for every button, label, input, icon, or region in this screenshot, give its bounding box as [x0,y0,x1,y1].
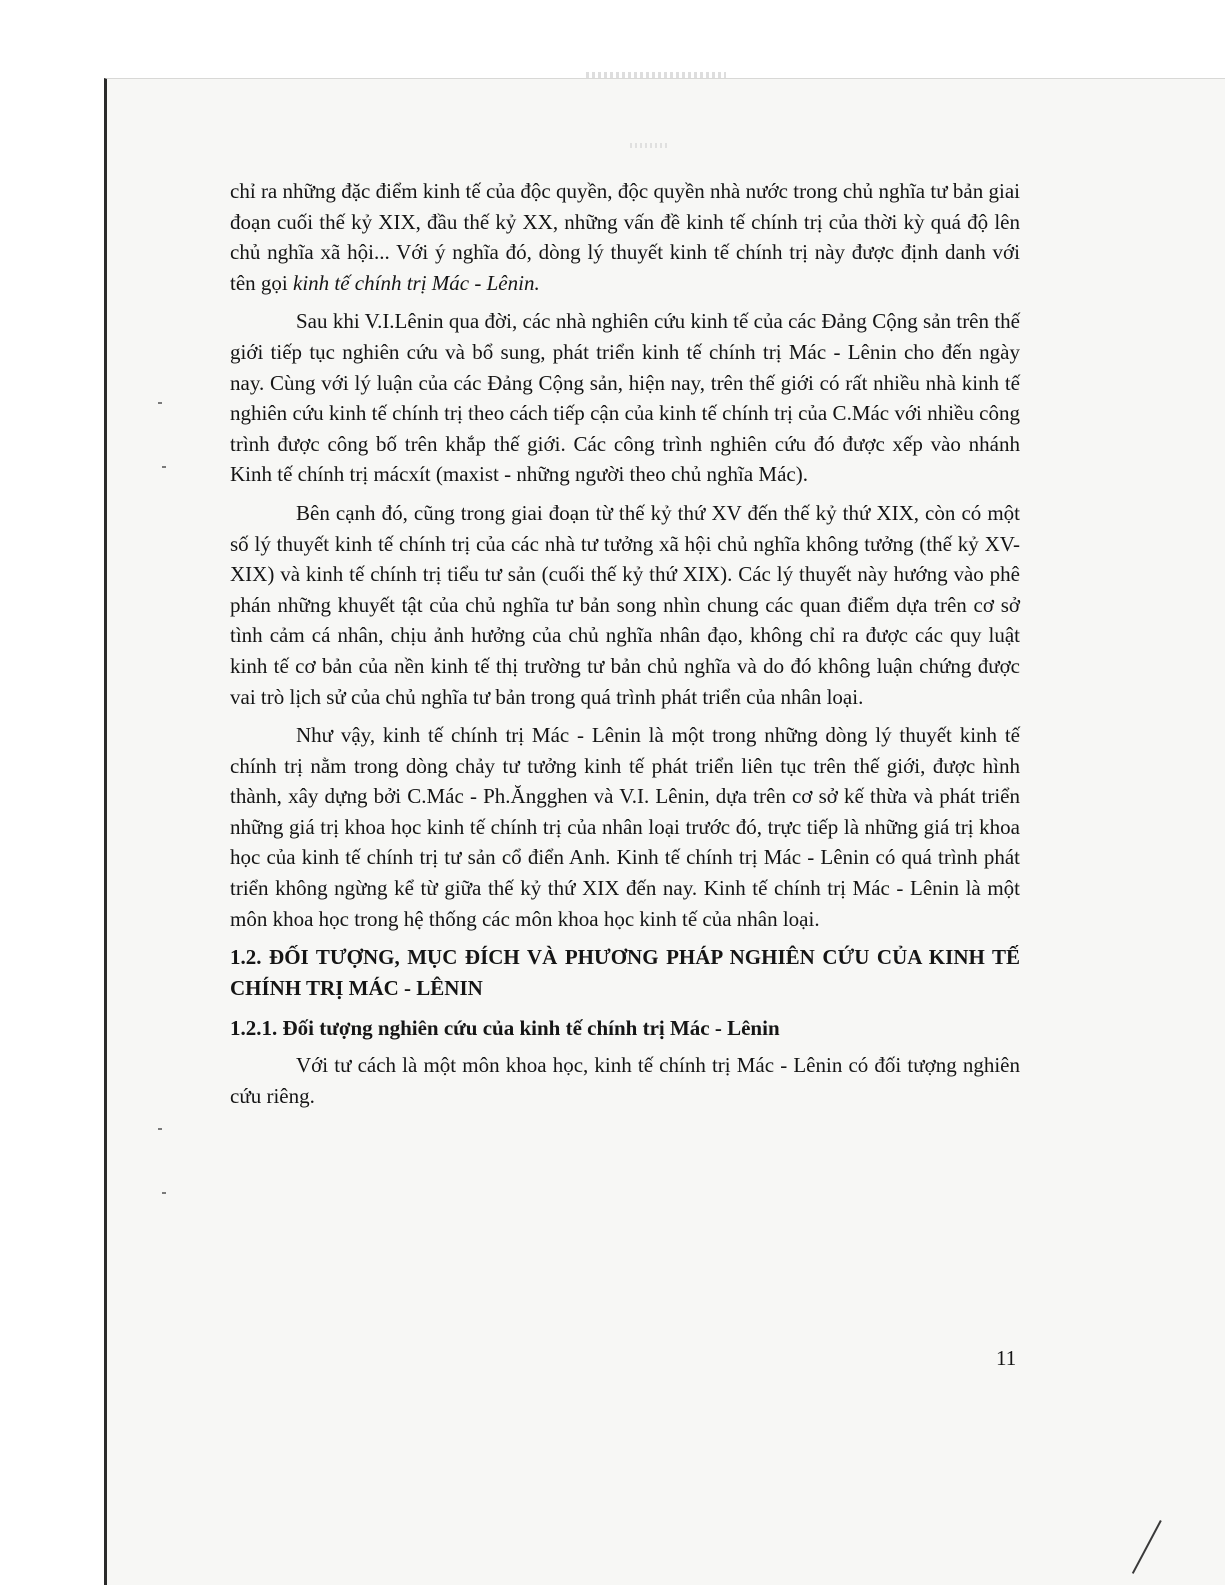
scan-artifact-top [586,72,726,78]
paragraph-2: Sau khi V.I.Lênin qua đời, các nhà nghiên cứu kinh tế của các Đảng Cộng sản trên thế giới tiếp tục nghiên cứu và bổ sung, phát triển kinh tế chính trị Mác - Lênin cho đến ngày nay. Cùng với lý luận của các Đảng Cộng sản, hiện nay, trên thế giới có rất nhiều nhà kinh tế nghiên cứu kinh tế chính trị theo cách tiếp cận của kinh tế chính trị của C.Mác với nhiều công trình được công bố trên khắp thế giới. Các công trình nghiên cứu đó được xếp vào nhánh Kinh tế chính trị mácxít (maxist - những người theo chủ nghĩa Mác). [230,309,1020,487]
margin-dot [162,466,166,468]
paragraph-1-emphasis: kinh tế chính trị Mác - Lênin [293,270,535,295]
subsection-heading: 1.2.1. Đối tượng nghiên cứu của kinh tế chính trị Mác - Lênin [230,1016,780,1041]
section-heading: 1.2. ĐỐI TƯỢNG, MỤC ĐÍCH VÀ PHƯƠNG PHÁP NGHIÊN CỨU CỦA KINH TẾ CHÍNH TRỊ MÁC - LÊNIN [230,945,1020,1000]
document-body [230,176,1020,1119]
scan-artifact-top-small [630,143,670,148]
margin-dot [158,1128,162,1130]
margin-dot [162,1192,166,1194]
page-number: 11 [996,1346,1017,1370]
paragraph-5: Với tư cách là một môn khoa học, kinh tế chính trị Mác - Lênin có đối tượng nghiên cứu riêng. [230,1053,1020,1108]
paragraph-4: Như vậy, kinh tế chính trị Mác - Lênin là một trong những dòng lý thuyết kinh tế chính trị nằm trong dòng chảy tư tưởng kinh tế phát triển liên tục trên thế giới, được hình thành, xây dựng bởi C.Mác - Ph.Ăngghen và V.I. Lênin, dựa trên cơ sở kế thừa và phát triển những giá trị khoa học kinh tế chính trị của nhân loại trước đó, trực tiếp là những giá trị khoa học của kinh tế chính trị tư sản cổ điển Anh. Kinh tế chính trị Mác - Lênin có quá trình phát triển không ngừng kể từ giữa thế kỷ thứ XIX đến nay. Kinh tế chính trị Mác - Lênin là một môn khoa học trong hệ thống các môn khoa học kinh tế của nhân loại. [230,723,1020,931]
margin-dot [158,402,162,404]
paragraph-3: Bên cạnh đó, cũng trong giai đoạn từ thế kỷ thứ XV đến thế kỷ thứ XIX, còn có một số lý thuyết kinh tế chính trị của các nhà tư tưởng xã hội chủ nghĩa không tưởng (thế kỷ XV-XIX) và kinh tế chính trị tiểu tư sản (cuối thế kỷ thứ XIX). Các lý thuyết này hướng vào phê phán những khuyết tật của chủ nghĩa tư bản song nhìn chung các quan điểm dựa trên cơ sở tình cảm cá nhân, chịu ảnh hưởng của chủ nghĩa nhân đạo, không chỉ ra được các quy luật kinh tế cơ bản của nền kinh tế thị trường tư bản chủ nghĩa và do đó không luận chứng được vai trò lịch sử của chủ nghĩa tư bản trong quá trình phát triển của nhân loại. [230,500,1020,709]
paragraph-1-text: chỉ ra những đặc điểm kinh tế của độc quyền, độc quyền nhà nước trong chủ nghĩa tư bản giai đoạn cuối thế kỷ XIX, đầu thế kỷ XX, những vấn đề kinh tế chính trị của thời kỳ quá độ lên chủ nghĩa xã hội... Với ý nghĩa đó, dòng lý thuyết kinh tế chính trị này được định danh với tên gọi [230,179,1020,295]
paragraph-1-end: . [534,270,540,295]
paragraph-1 [230,176,1020,298]
